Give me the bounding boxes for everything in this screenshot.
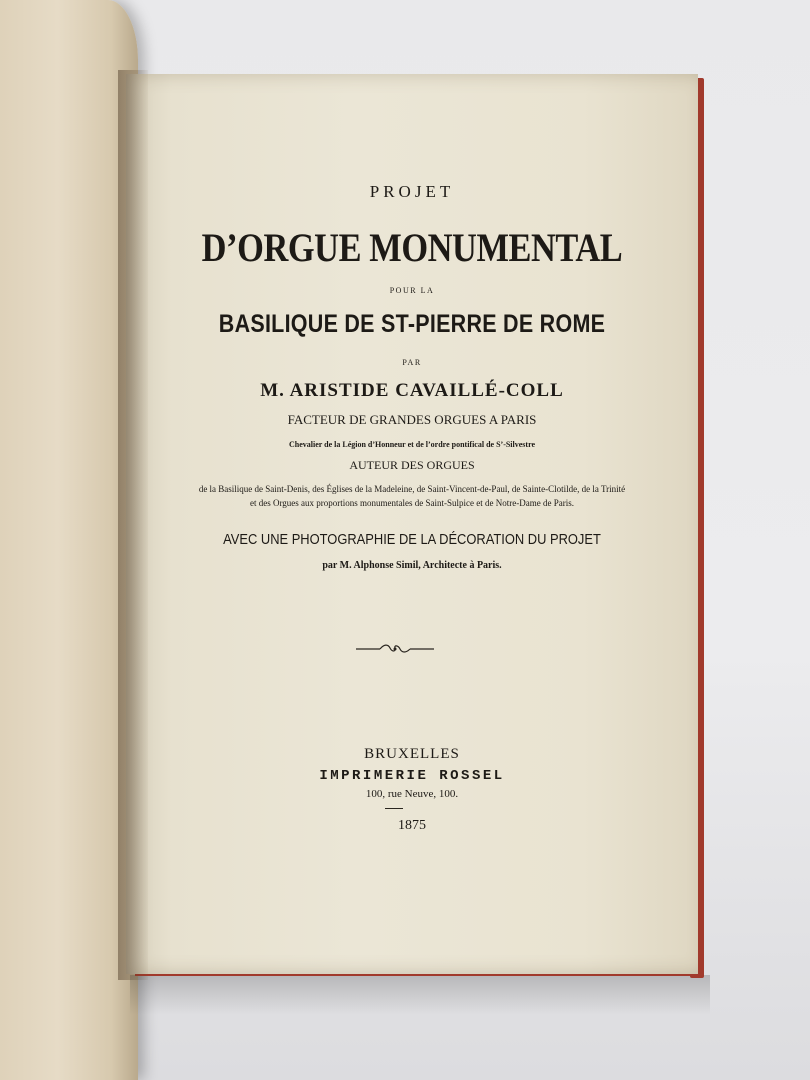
churches-line-1: de la Basilique de Saint-Denis, des Églises de la Madeleine, de Saint-Vincent-de-Paul, de Sainte-Clotilde, de la Trinité: [198, 484, 626, 494]
subtitle-basilique: BASILIQUE DE ST-PIERRE DE ROME: [218, 310, 606, 338]
title-pour-la: POUR LA: [389, 286, 435, 295]
book-gutter-shadow: [118, 70, 148, 980]
author-name: M. ARISTIDE CAVAILLÉ-COLL: [260, 380, 564, 401]
photograph-note: AVEC UNE PHOTOGRAPHIE DE LA DÉCORATION DU PROJET: [223, 531, 601, 548]
publisher-name: IMPRIMERIE ROSSEL: [319, 768, 505, 784]
author-works-heading: AUTEUR DES ORGUES: [349, 458, 475, 472]
title-par: PAR: [402, 358, 422, 367]
title-page: [126, 74, 698, 974]
author-title: FACTEUR DE GRANDES ORGUES A PARIS: [287, 412, 537, 427]
publication-year: 1875: [398, 818, 426, 833]
title-projet: PROJET: [369, 182, 455, 201]
churches-line-2: et des Orgues aux proportions monumentales de Saint-Sulpice et de Notre-Dame de Paris.: [249, 498, 574, 508]
book-shadow: [130, 975, 710, 1015]
architect-credit: par M. Alphonse Simil, Architecte à Paris.: [322, 560, 502, 571]
short-rule: [385, 808, 403, 809]
ornament-divider-icon: [354, 642, 436, 656]
author-honours: Chevalier de la Légion d’Honneur et de l’ordre pontifical de S’-Silvestre: [288, 440, 536, 449]
publisher-city: BRUXELLES: [364, 746, 460, 762]
bleed-through-marks: [26, 148, 124, 371]
publisher-address: 100, rue Neuve, 100.: [365, 788, 459, 800]
main-title: D’ORGUE MONUMENTAL: [201, 225, 623, 270]
